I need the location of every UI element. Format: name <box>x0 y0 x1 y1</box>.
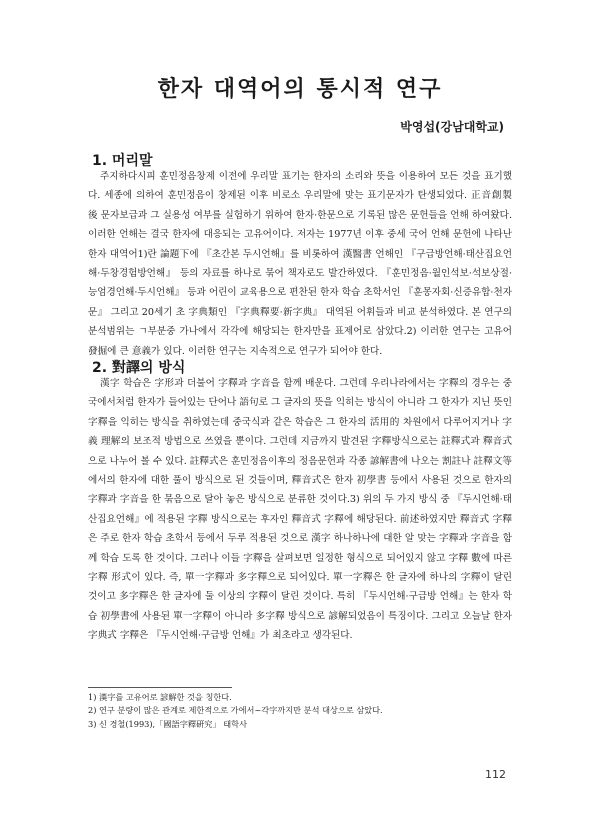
footnote-divider <box>88 687 232 688</box>
footnote-2: 2) 연구 분량이 많은 관계로 제한적으로 가에서~각字까지만 분석 대상으로 삼았다. <box>88 705 383 716</box>
paper-title: 한자 대역어의 통시적 연구 <box>157 77 443 102</box>
section-heading-translation-method: 2. 對譯의 방식 <box>92 360 186 376</box>
author-affiliation: 박영섭(강남대학교) <box>400 120 504 134</box>
section-body-introduction: 주지하다시피 훈민정음창제 이전에 우리말 표기는 한자의 소리와 뜻을 이용하여 모든 것을 표기했다. 세종에 의하여 훈민정음이 창제된 이후 비로소 우리말에 맞는 표기문자가 탄생되었다. 正音創製 後 문자보급과 그 실용성 여부를 실험하기 위하여 한자·한문으로 기록된 많은 문헌들을 언해 하여왔다. 이러한 언해는 결국 한자에 대응되는 고유어이다. 저자는 1977년 이후 중세 국어 언해 문헌에 나타난 한자 대역어1)란 論題下에 『초간본 두시언해』를 비롯하여 漢醫書 언해인 『구급방언해·태산집요언해·두창경험방언해』 등의 자료를 하나로 묶어 책자로도 발간하였다. 『훈민정음·월인석보·석보상절·능엄경언해·두시언해』 등과 어린이 교육용으로 편찬된 한자 학습 초학서인 『훈몽자회·신증유합·천자문』 그리고 20세기 초 字典類인 『字典釋要·新字典』 대역된 어휘들과 비교 분석하였다. 본 연구의 분석범위는 ㄱ부분중 가나에서 각각에 해당되는 한자만을 표제어로 삼았다.2) 이러한 연구는 고유어 發掘에 큰 意義가 있다. 이러한 연구는 지속적으로 연구가 되어야 한다. <box>88 171 512 357</box>
footnote-1: 1) 漢字를 고유어로 諺解한 것을 칭한다. <box>88 692 232 702</box>
footnote-3: 3) 신 경철(1993),「國語字釋硏究」 태학사 <box>88 718 247 729</box>
footnotes <box>88 691 512 731</box>
section-body-translation-method: 漢字 학습은 字形과 더불어 字釋과 字音을 함께 배운다. 그런데 우리나라에서는 字釋의 경우는 중국에서처럼 한자가 들어있는 단어나 語句로 그 글자의 뜻을 익히는 방식이 아니라 그 한자가 지닌 뜻인 字釋을 익히는 방식을 취하였는데 중국식과 같은 학습은 그 한자의 活用的 차원에서 다루어지거나 字義 理解의 보조적 방법으로 쓰였을 뿐이다. 그런데 지금까지 발견된 字釋방식으로는 註釋式과 釋音式으로 나누어 볼 수 있다. 註釋式은 훈민정음이후의 정음문헌과 각종 諺解書에 나오는 割註나 註釋文等에서의 한자에 대한 풀이 방식으로 된 것들이며, 釋音式은 한자 初學書 등에서 사용된 것으로 한자의 字釋과 字音을 한 묶음으로 달아 놓은 방식으로 분류한 것이다.3) 위의 두 가지 방식 중 『두시언해·태산집요언해』에 적용된 字釋 방식으로는 후자인 釋音式 字釋에 해당된다. 前述하였지만 釋音式 字釋은 주로 한자 학습 초학서 등에서 두루 적용된 것으로 漢字 하나하나에 대한 알 맞는 字釋과 字音을 함께 학습 도록 한 것이다. 그러나 이들 字釋을 살펴보면 일정한 형식으로 되어있지 않고 字釋 數에 따른 字釋 形式이 있다. 즉, 單一字釋과 多字釋으로 되어있다. 單一字釋은 한 글자에 하나의 字釋이 달린 것이고 多字釋은 한 글자에 둘 이상의 字釋이 달린 것이다. 특히 『두시언해·구급방 언해』는 한자 학습 初學書에 사용된 單一字釋이 아니라 多字釋 방식으로 諺解되었음이 특징이다. 그리고 오늘날 한자 字典式 字釋은 『두시언해·구급방 언해』가 최초라고 생각된다. <box>88 378 512 642</box>
section-heading-introduction: 1. 머리말 <box>92 153 153 169</box>
page-number: 112 <box>485 768 506 781</box>
